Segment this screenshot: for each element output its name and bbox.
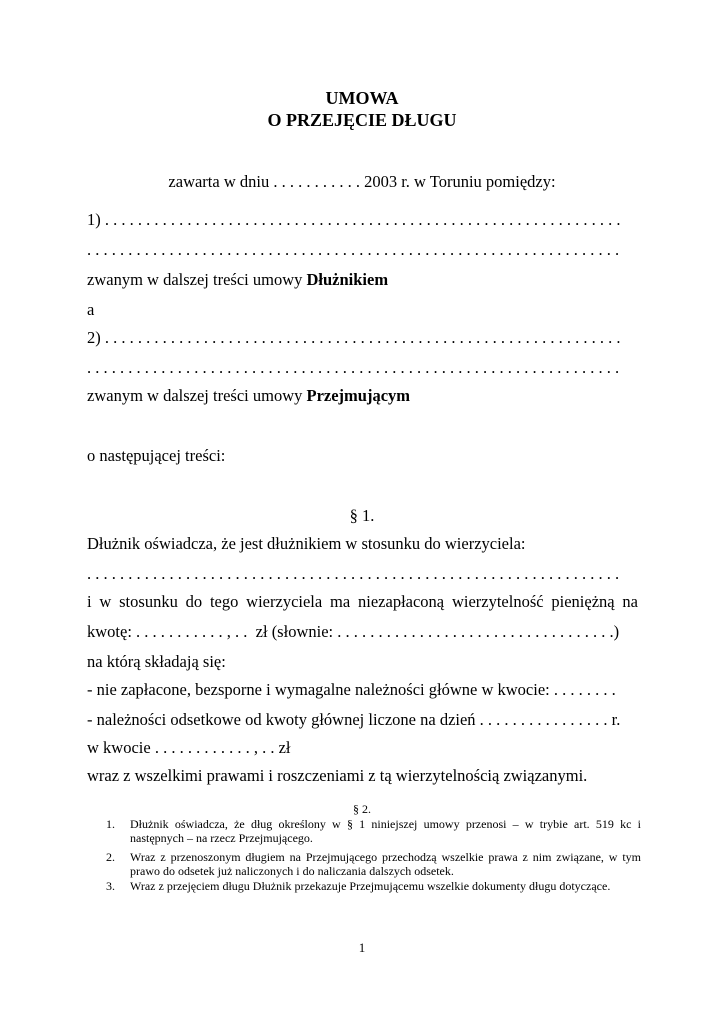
following-text: o następującej treści: (87, 446, 226, 465)
section1-line7: - należności odsetkowe od kwoty głównej liczone na dzień . . . . . . . . . . . . . . . . r. (87, 710, 621, 729)
item-number: 2. (106, 850, 115, 864)
item-text: Wraz z przenoszonym długiem na Przejmującego przechodzą wszelkie prawa z nim związane, w tym prawo do odsetek już naliczonych i do naliczania dalszych odsetek. (130, 850, 641, 878)
party1-role: Dłużnikiem (306, 270, 389, 289)
item-text: Wraz z przejęciem długu Dłużnik przekazuje Przejmującemu wszelkie dokumenty długu dotyczące. (130, 879, 611, 893)
party1-description (87, 270, 388, 290)
section1-line1: Dłużnik oświadcza, że jest dłużnikiem w stosunku do wierzyciela: (87, 534, 526, 553)
section1-line4: kwotę: . . . . . . . . . . . , . . zł (słownie: . . . . . . . . . . . . . . . . . . . . . . . . . . . . . . . . . .) (87, 622, 620, 641)
party2-desc-prefix: zwanym w dalszej treści umowy (87, 386, 307, 405)
party2-line2: . . . . . . . . . . . . . . . . . . . . . . . . . . . . . . . . . . . . . . . . . . . . . . . . . . . . . . . . . . . . . . . . . (87, 358, 620, 377)
conjunction: a (87, 300, 95, 319)
section1-line9: wraz z wszelkimi prawami i roszczeniami z tą wierzytelnością związanymi. (87, 766, 588, 785)
page-number: 1 (358, 940, 366, 955)
section1-line3: i w stosunku do tego wierzyciela ma niezapłaconą wierzytelność pieniężną na (87, 592, 638, 611)
section2-heading: § 2. (353, 802, 371, 816)
party1-line2: . . . . . . . . . . . . . . . . . . . . . . . . . . . . . . . . . . . . . . . . . . . . . . . . . . . . . . . . . . . . . . . . . (87, 240, 620, 259)
section1-heading: § 1. (349, 506, 375, 525)
contract-intro: zawarta w dniu . . . . . . . . . . . 2003 r. w Toruniu pomiędzy: (168, 172, 556, 191)
item-text: Dłużnik oświadcza, że dług określony w § 1 niniejszej umowy przenosi – w trybie art. 519 kc i następnych – na rzecz Przejmującego. (130, 817, 641, 845)
item-number: 1. (106, 817, 115, 831)
item-number: 3. (106, 879, 115, 893)
section1-line5: na którą składają się: (87, 652, 226, 671)
party2-role: Przejmującym (306, 386, 411, 405)
section1-line2: . . . . . . . . . . . . . . . . . . . . . . . . . . . . . . . . . . . . . . . . . . . . . . . . . . . . . . . . . . . . . . . . . (87, 564, 620, 583)
party2-line1: 2) . . . . . . . . . . . . . . . . . . . . . . . . . . . . . . . . . . . . . . . . . . . . . . . . . . . . . . . . . . . . . . . (87, 328, 621, 347)
party2-description (87, 386, 410, 406)
section1-line6: - nie zapłacone, bezsporne i wymagalne należności główne w kwocie: . . . . . . . . (87, 680, 616, 699)
party1-line1: 1) . . . . . . . . . . . . . . . . . . . . . . . . . . . . . . . . . . . . . . . . . . . . . . . . . . . . . . . . . . . . . . . (87, 210, 621, 229)
section1-line8: w kwocie . . . . . . . . . . . . , . . zł (87, 738, 291, 757)
party1-desc-prefix: zwanym w dalszej treści umowy (87, 270, 307, 289)
document-title: UMOWA (325, 88, 399, 108)
document-subtitle: O PRZEJĘCIE DŁUGU (267, 110, 457, 130)
